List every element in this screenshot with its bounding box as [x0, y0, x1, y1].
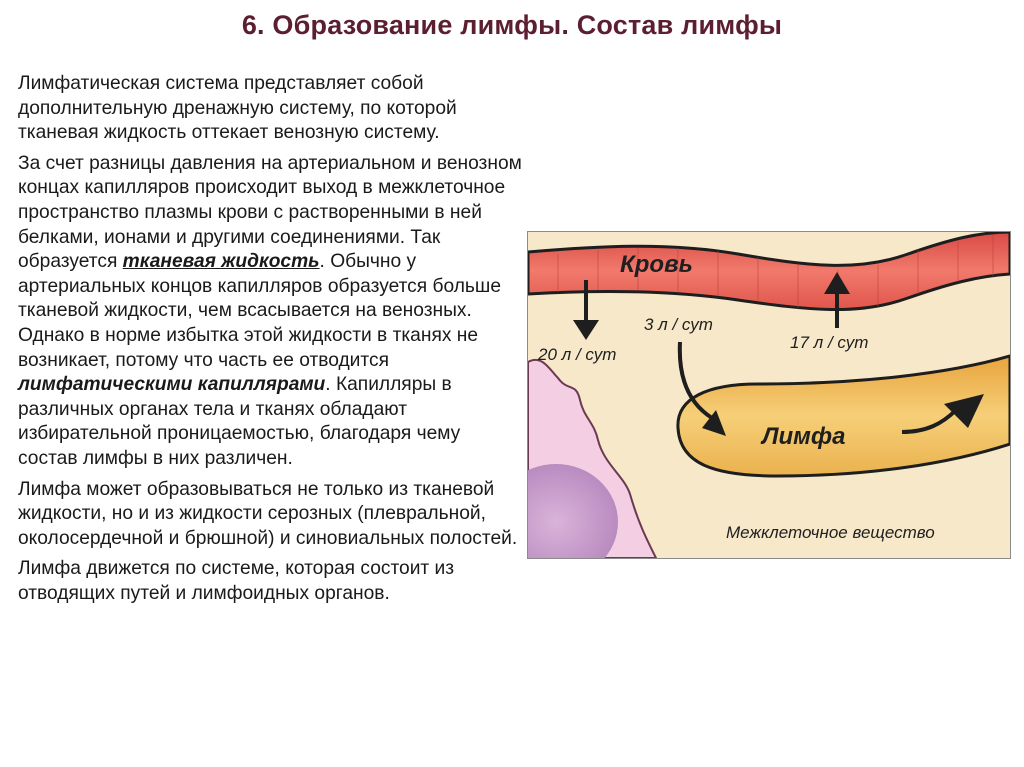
blood-label: Кровь [620, 251, 693, 278]
term-lymph-capillaries: лимфатическими капиллярами [18, 374, 326, 396]
flow-out-label: 20 л / сут [538, 345, 617, 364]
lymph-label: Лимфа [762, 423, 846, 450]
paragraph-serous-fluid: Лимфа может образовываться не только из тканевой жидкости, но и из жидкости серозных (плевральной, околосердечной и брюшной) и синовиальных полостей. [18, 478, 518, 549]
text-run: . Обычно у артериальных концов капилляров образуется больше тканевой жидкости, чем всасывается на венозных. Однако в норме избытка этой жидкости в тканях не возникает, потому что часть ее отводится [18, 251, 501, 371]
paragraph-lymph-movement: Лимфа движется по системе, которая состоит из отводящих путей и лимфоидных органов. [18, 558, 455, 604]
paragraph-tissue-fluid [18, 152, 523, 472]
slide-title: 6. Образование лимфы. Состав лимфы [241, 10, 783, 40]
paragraph-lymphatic-system: Лимфатическая система представляет собой дополнительную дренажную систему, по которой тканевая жидкость оттекает венозную систему. [18, 73, 457, 144]
matrix-label: Межклеточное вещество [726, 523, 935, 542]
lymph-formation-diagram [527, 231, 1011, 559]
text-run: За счет разницы давления на артериальном и венозном концах капилляров происходит выход в межклеточное пространство плазмы крови с растворенными в ней белками, ионами и другими соединениями. Так образуется [18, 152, 522, 273]
diagram-svg [528, 232, 1010, 558]
text-run: . Капилляры в различных органах тела и тканях обладают избирательной проницаемостью, благодаря чему состав лимфы в них различен. [18, 374, 461, 469]
body-text [18, 72, 523, 612]
flow-lymph-label: 3 л / сут [644, 315, 713, 334]
term-tissue-fluid: тканевая жидкость [122, 251, 320, 273]
flow-in-label: 17 л / сут [790, 333, 869, 352]
